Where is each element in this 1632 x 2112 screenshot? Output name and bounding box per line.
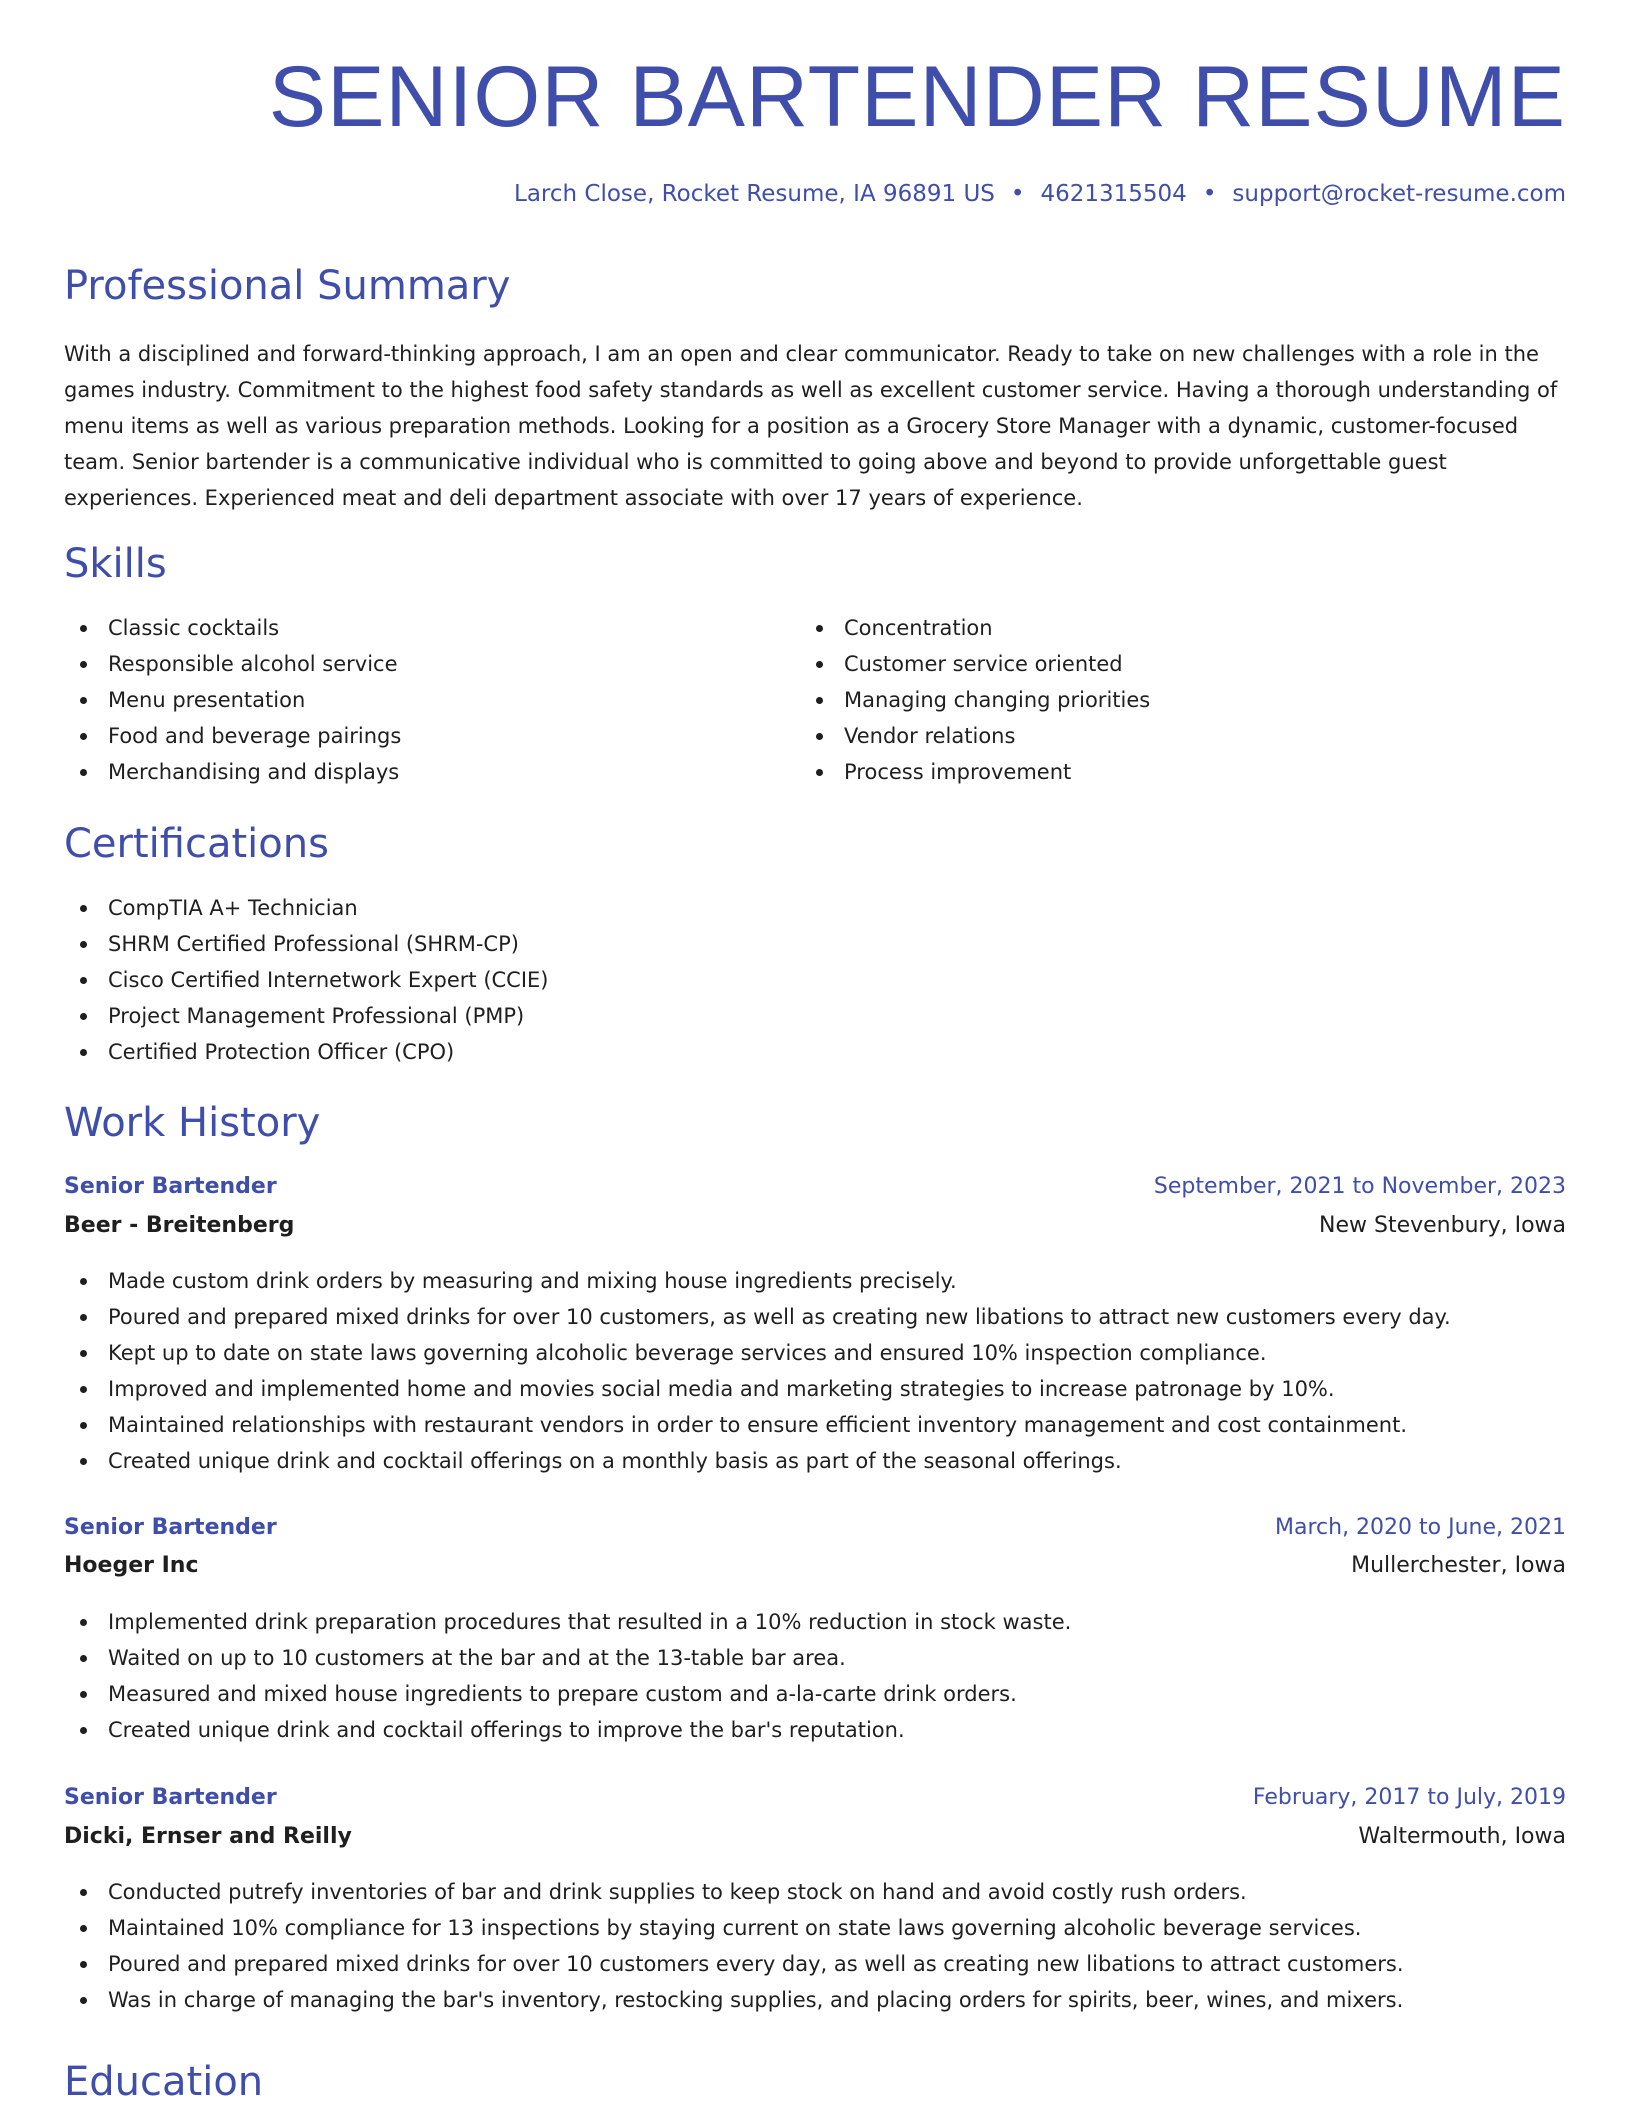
skills-list-right <box>800 610 1150 790</box>
job-title: Senior Bartender <box>64 1174 277 1199</box>
job-dates: March, 2020 to June, 2021 <box>1275 1515 1566 1540</box>
job-company-row <box>64 1824 1566 1858</box>
section-heading-work-history: Work History <box>64 1100 321 1146</box>
job-title-row <box>64 1785 1566 1819</box>
job-bullet: Maintained relationships with restaurant vendors in order to ensure efficient inventory management and cost containment. <box>64 1407 1451 1443</box>
summary-text: With a disciplined and forward-thinking approach, I am an open and clear communicator. Ready to take on new challenges with a role in the games industry. Commitment to the highest food safety standards as well as excellent customer service. Having a thorough understanding of menu items as well as various preparation methods. Looking for a position as a Grocery Store Manager with a dynamic, customer-focused team. Senior bartender is a communicative individual who is committed to going above and beyond to provide unforgettable guest experiences. Experienced meat and deli department associate with over 17 years of experience. <box>64 342 1558 510</box>
certifications-list <box>64 890 549 1070</box>
job-bullet: Waited on up to 10 customers at the bar and at the 13-table bar area. <box>64 1640 1071 1676</box>
certification-item: Certified Protection Officer (CPO) <box>64 1034 549 1070</box>
skill-item: Responsible alcohol service <box>64 646 401 682</box>
job-bullet: Created unique drink and cocktail offerings on a monthly basis as part of the seasonal offerings. <box>64 1443 1451 1479</box>
skill-item: Menu presentation <box>64 682 401 718</box>
job-company-row <box>64 1553 1566 1587</box>
resume-title: SENIOR BARTENDER RESUME <box>268 49 1566 145</box>
contact-phone: 4621315504 <box>1040 181 1187 207</box>
section-heading-summary: Professional Summary <box>64 263 511 309</box>
contact-email: support@rocket-resume.com <box>1232 181 1566 207</box>
job-title-row <box>64 1174 1566 1208</box>
skill-item: Managing changing priorities <box>800 682 1150 718</box>
job-bullet: Created unique drink and cocktail offerings to improve the bar's reputation. <box>64 1712 1071 1748</box>
job-bullet: Measured and mixed house ingredients to prepare custom and a-la-carte drink orders. <box>64 1676 1071 1712</box>
skill-item: Merchandising and displays <box>64 754 401 790</box>
certification-item: Project Management Professional (PMP) <box>64 998 549 1034</box>
certification-item: CompTIA A+ Technician <box>64 890 549 926</box>
job-company: Beer - Breitenberg <box>64 1213 295 1238</box>
job-bullet: Kept up to date on state laws governing alcoholic beverage services and ensured 10% inspection compliance. <box>64 1335 1451 1371</box>
job-location: Waltermouth, Iowa <box>1358 1824 1566 1849</box>
contact-address: Larch Close, Rocket Resume, IA 96891 US <box>514 181 995 207</box>
job-location: Mullerchester, Iowa <box>1351 1553 1566 1578</box>
job-bullet: Implemented drink preparation procedures that resulted in a 10% reduction in stock waste. <box>64 1604 1071 1640</box>
job-bullets <box>64 1874 1404 2018</box>
job-bullet: Was in charge of managing the bar's inventory, restocking supplies, and placing orders for spirits, beer, wines, and mixers. <box>64 1982 1404 2018</box>
job-bullet: Made custom drink orders by measuring and mixing house ingredients precisely. <box>64 1263 1451 1299</box>
job-bullet: Poured and prepared mixed drinks for over 10 customers every day, as well as creating new libations to attract customers. <box>64 1946 1404 1982</box>
contact-separator: • <box>1202 181 1217 207</box>
skill-item: Concentration <box>800 610 1150 646</box>
job-dates: February, 2017 to July, 2019 <box>1252 1785 1566 1810</box>
contact-line <box>514 181 1566 207</box>
certification-item: SHRM Certified Professional (SHRM-CP) <box>64 926 549 962</box>
skill-item: Vendor relations <box>800 718 1150 754</box>
job-location: New Stevenbury, Iowa <box>1319 1213 1566 1238</box>
skill-item: Customer service oriented <box>800 646 1150 682</box>
job-company-row <box>64 1213 1566 1247</box>
skill-item: Food and beverage pairings <box>64 718 401 754</box>
job-title: Senior Bartender <box>64 1785 277 1810</box>
certification-item: Cisco Certified Internetwork Expert (CCIE) <box>64 962 549 998</box>
job-company: Hoeger Inc <box>64 1553 199 1578</box>
job-title: Senior Bartender <box>64 1515 277 1540</box>
job-bullet: Poured and prepared mixed drinks for over 10 customers, as well as creating new libations to attract new customers every day. <box>64 1299 1451 1335</box>
contact-separator: • <box>1010 181 1025 207</box>
skills-list-left <box>64 610 401 790</box>
skill-item: Classic cocktails <box>64 610 401 646</box>
job-bullets <box>64 1604 1071 1748</box>
section-heading-education: Education <box>64 2059 264 2105</box>
section-heading-certifications: Certifications <box>64 821 329 867</box>
job-bullet: Conducted putrefy inventories of bar and drink supplies to keep stock on hand and avoid costly rush orders. <box>64 1874 1404 1910</box>
section-heading-skills: Skills <box>64 541 167 587</box>
job-title-row <box>64 1515 1566 1549</box>
job-bullets <box>64 1263 1451 1479</box>
job-dates: September, 2021 to November, 2023 <box>1153 1174 1566 1199</box>
skill-item: Process improvement <box>800 754 1150 790</box>
job-bullet: Improved and implemented home and movies social media and marketing strategies to increase patronage by 10%. <box>64 1371 1451 1407</box>
job-company: Dicki, Ernser and Reilly <box>64 1824 352 1849</box>
job-bullet: Maintained 10% compliance for 13 inspections by staying current on state laws governing alcoholic beverage services. <box>64 1910 1404 1946</box>
